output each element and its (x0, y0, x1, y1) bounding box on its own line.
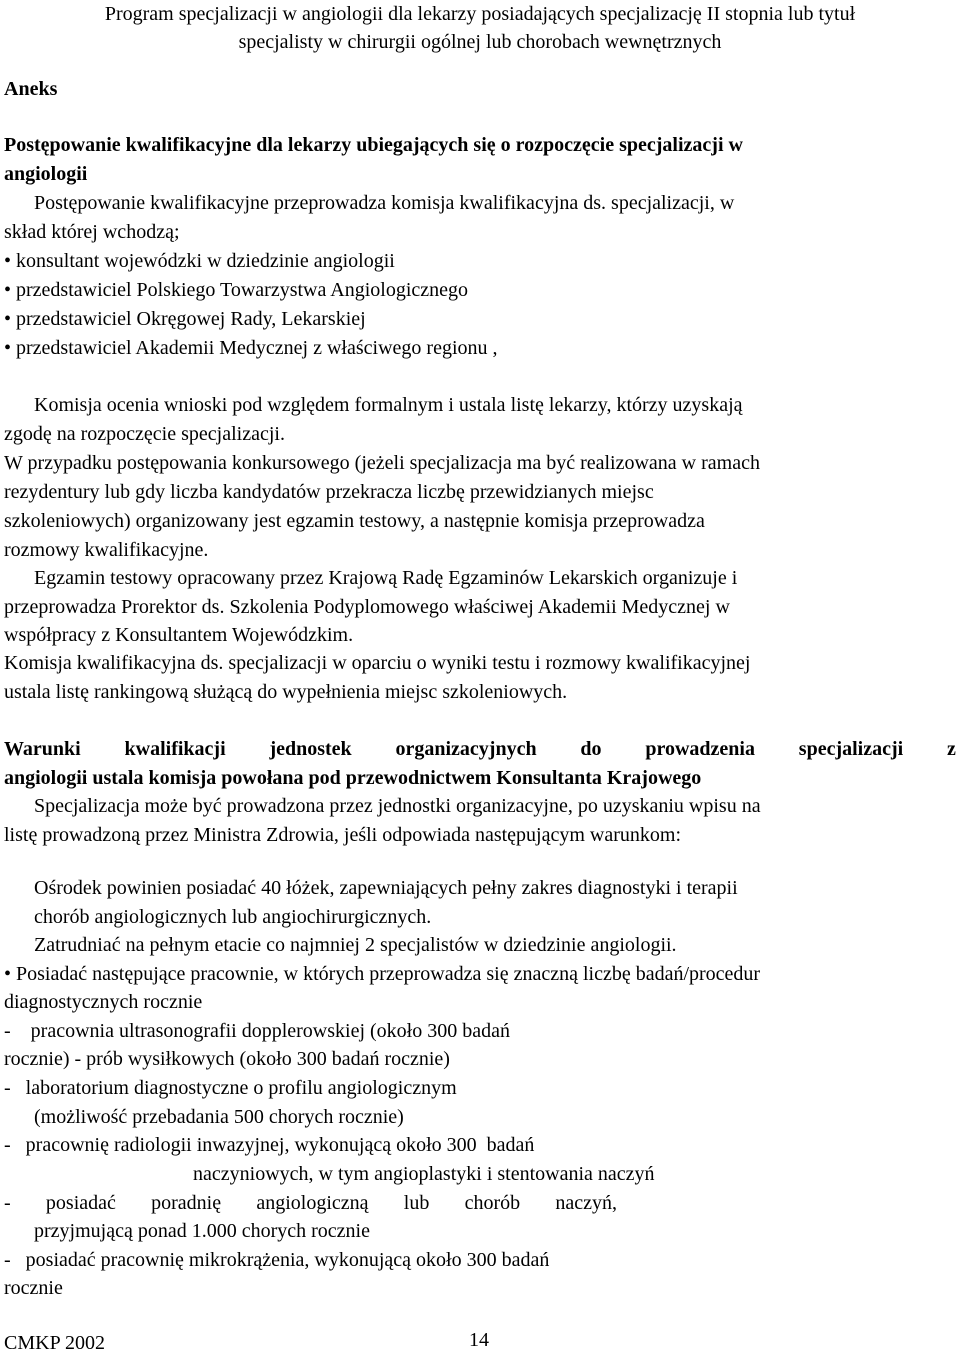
heading-word: kwalifikacji (124, 738, 226, 760)
list-word: lub (403, 1192, 430, 1214)
committee-member-item: • przedstawiciel Polskiego Towarzystwa Angiologicznego (4, 279, 469, 301)
paragraph-line: Komisja kwalifikacyjna ds. specjalizacji w oparciu o wyniki testu i rozmowy kwalifikacyjnej (4, 652, 751, 674)
paragraph-line: rozmowy kwalifikacyjne. (4, 539, 209, 561)
condition-line: diagnostycznych rocznie (4, 991, 203, 1013)
committee-member-item: • przedstawiciel Okręgowej Rady, Lekarskiej (4, 308, 366, 330)
lab-list-item: - posiadać pracownię mikrokrążenia, wykonującą około 300 badań (4, 1249, 550, 1271)
paragraph-line: współpracy z Konsultantem Wojewódzkim. (4, 624, 354, 646)
heading-word: jednostek (269, 738, 352, 760)
lab-list-item-continuation: przyjmującą ponad 1.000 chorych rocznie (34, 1220, 370, 1242)
heading-word: specjalizacji (798, 738, 904, 760)
section-1-heading-line-1: Postępowanie kwalifikacyjne dla lekarzy ubiegających się o rozpoczęcie specjalizacji w (4, 134, 743, 156)
lab-list-item (4, 1189, 617, 1218)
condition-line: Ośrodek powinien posiadać 40 łóżek, zapewniających pełny zakres diagnostyki i terapii (34, 877, 738, 899)
heading-word: prowadzenia (645, 738, 755, 760)
list-word: poradnię (151, 1192, 222, 1214)
section-2-heading-line-1 (4, 735, 956, 764)
list-word: - (4, 1192, 11, 1214)
list-word: posiadać (45, 1192, 116, 1214)
list-word: chorób (464, 1192, 521, 1214)
paragraph-line: ustala listę rankingową służącą do wypełnienia miejsc szkoleniowych. (4, 681, 568, 703)
section-1-intro-line-1: Postępowanie kwalifikacyjne przeprowadza komisja kwalifikacyjna ds. specjalizacji, w (34, 192, 735, 214)
section-2-intro-line-2: listę prowadzoną przez Ministra Zdrowia, jeśli odpowiada następującym warunkom: (4, 824, 682, 846)
lab-list-item: - pracownię radiologii inwazyjnej, wykonującą około 300 badań (4, 1134, 535, 1156)
paragraph-line: rezydentury lub gdy liczba kandydatów przekracza liczbę przewidzianych miejsc (4, 481, 654, 503)
section-2-heading-line-2: angiologii ustala komisja powołana pod przewodnictwem Konsultanta Krajowego (4, 767, 702, 789)
list-word: angiologiczną (256, 1192, 369, 1214)
paragraph-line: zgodę na rozpoczęcie specjalizacji. (4, 423, 285, 445)
paragraph-line: przeprowadza Prorektor ds. Szkolenia Podyplomowego właściwej Akademii Medycznej w (4, 596, 730, 618)
section-1-intro-line-2: skład której wchodzą; (4, 221, 180, 243)
running-header-line-1: Program specjalizacji w angiologii dla lekarzy posiadających specjalizację II stopnia lub tytuł (104, 3, 856, 25)
page-number: 14 (469, 1329, 489, 1351)
section-2-intro-line-1: Specjalizacja może być prowadzona przez jednostki organizacyjne, po uzyskaniu wpisu na (34, 795, 761, 817)
lab-list-item: - pracownia ultrasonografii dopplerowskiej (około 300 badań (4, 1020, 510, 1042)
condition-line: Zatrudniać na pełnym etacie co najmniej 2 specjalistów w dziedzinie angiologii. (34, 934, 677, 956)
annex-heading: Aneks (4, 78, 58, 100)
condition-line: chorób angiologicznych lub angiochirurgicznych. (34, 906, 432, 928)
paragraph-line: W przypadku postępowania konkursowego (jeżeli specjalizacja ma być realizowana w ramach (4, 452, 760, 474)
running-header-line-2: specjalisty w chirurgii ogólnej lub chorobach wewnętrznych (238, 31, 722, 53)
footer-publisher: CMKP 2002 (4, 1332, 105, 1354)
list-word: naczyń, (555, 1192, 617, 1214)
lab-list-item-continuation: rocznie) - prób wysiłkowych (około 300 badań rocznie) (4, 1048, 450, 1070)
committee-member-item: • przedstawiciel Akademii Medycznej z właściwego regionu , (4, 337, 498, 359)
committee-member-item: • konsultant wojewódzki w dziedzinie angiologii (4, 250, 395, 272)
lab-list-item-continuation: rocznie (4, 1277, 63, 1299)
condition-line: • Posiadać następujące pracownie, w których przeprowadza się znaczną liczbę badań/procedur (4, 963, 761, 985)
heading-word: do (580, 738, 602, 760)
heading-word: Warunki (4, 738, 81, 760)
paragraph-line: Komisja ocenia wnioski pod względem formalnym i ustala listę lekarzy, którzy uzyskają (34, 394, 743, 416)
lab-list-item-continuation: naczyniowych, w tym angioplastyki i stentowania naczyń (193, 1163, 655, 1185)
lab-list-item-continuation: (możliwość przebadania 500 chorych rocznie) (34, 1106, 404, 1128)
paragraph-line: Egzamin testowy opracowany przez Krajową Radę Egzaminów Lekarskich organizuje i (34, 567, 738, 589)
heading-word: organizacyjnych (395, 738, 537, 760)
section-1-heading-line-2: angiologii (4, 163, 88, 185)
heading-word: z (947, 738, 956, 760)
lab-list-item: - laboratorium diagnostyczne o profilu angiologicznym (4, 1077, 457, 1099)
paragraph-line: szkoleniowych) organizowany jest egzamin testowy, a następnie komisja przeprowadza (4, 510, 705, 532)
